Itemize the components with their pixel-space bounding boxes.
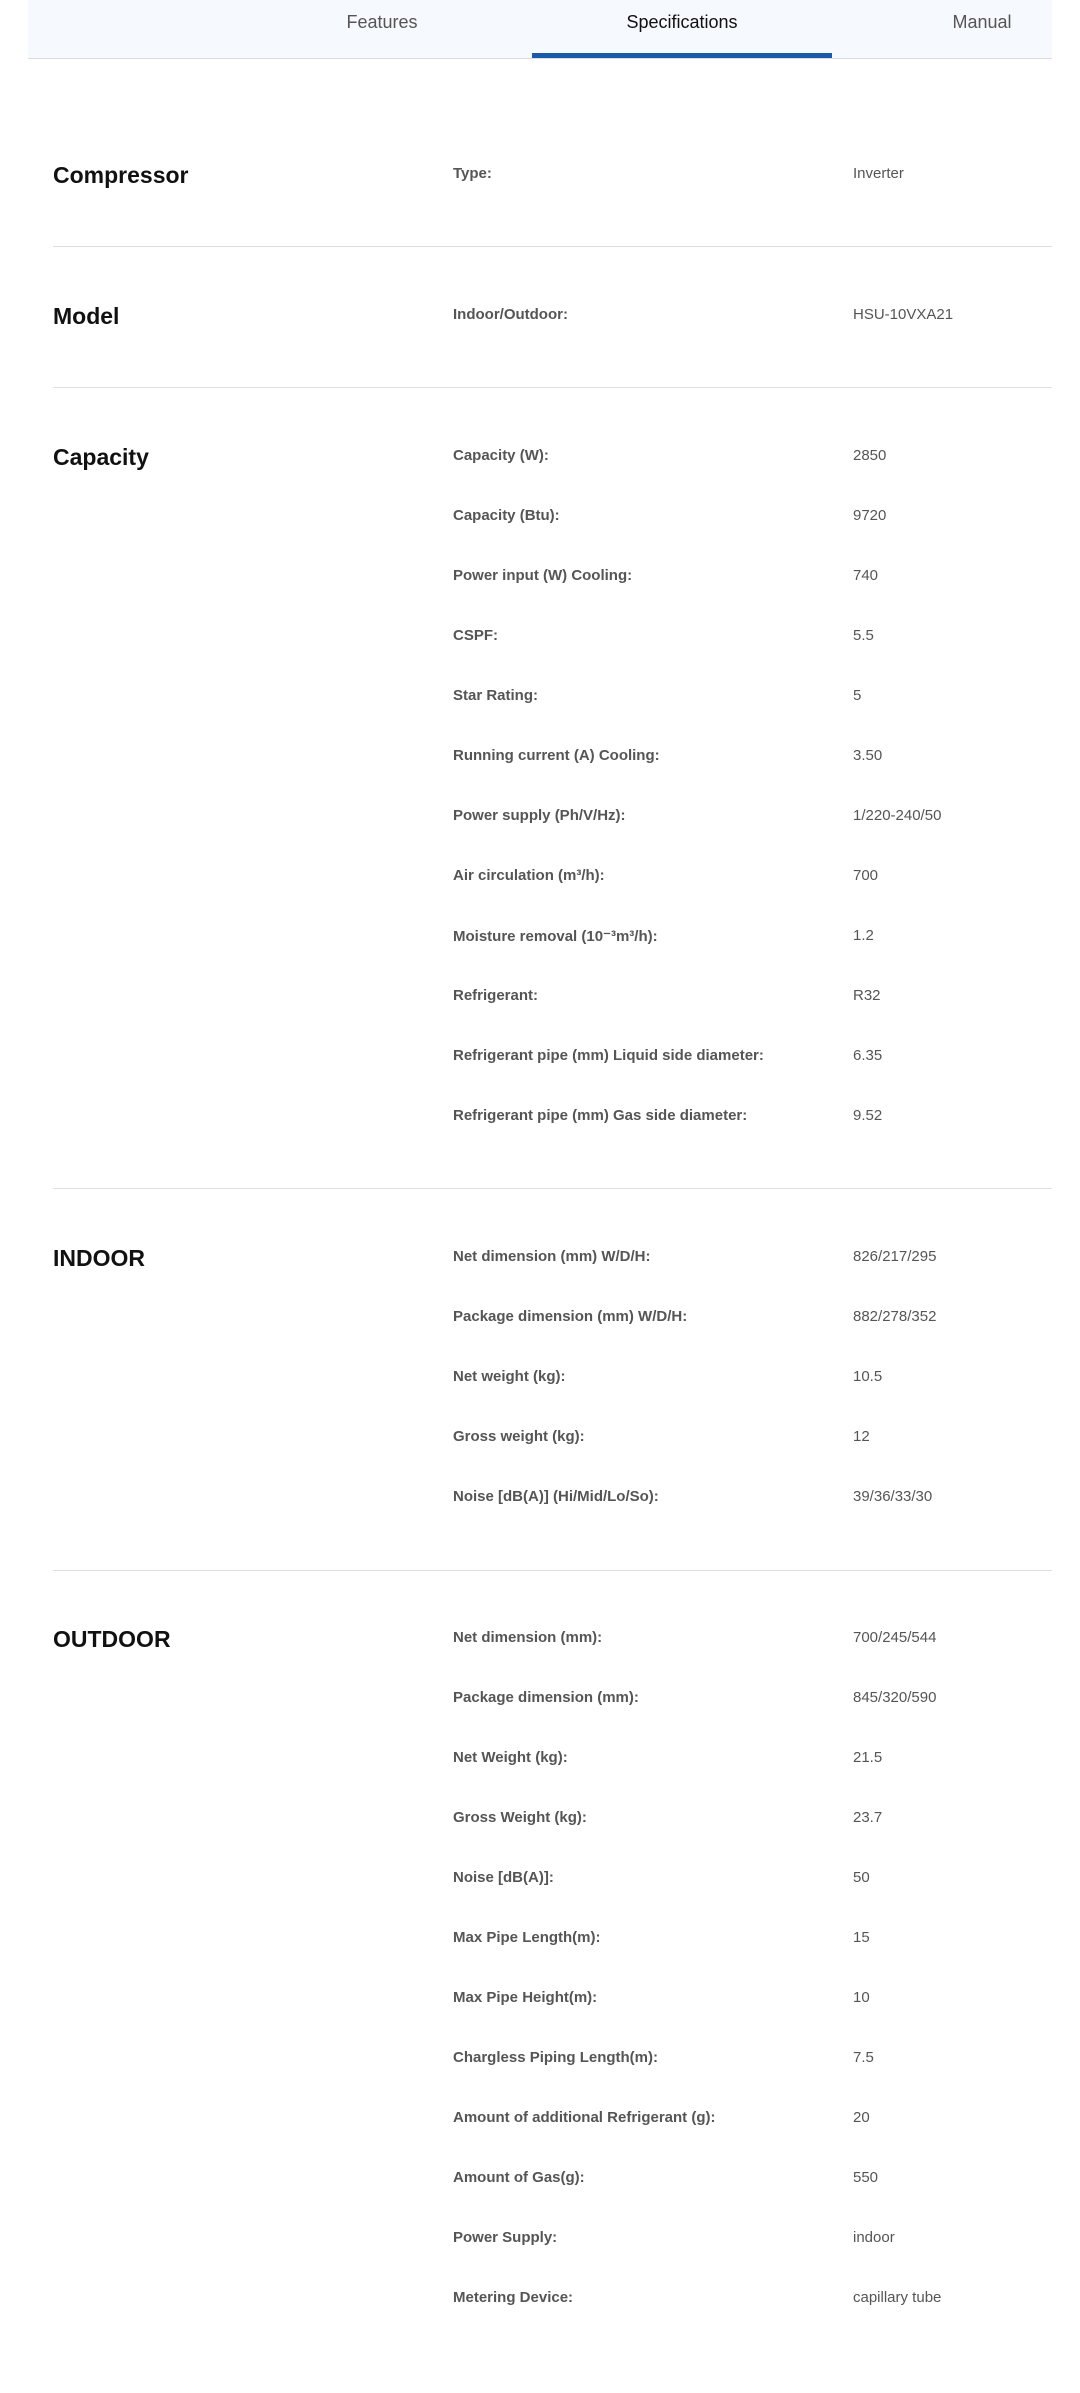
spec-label: Type: xyxy=(453,165,492,182)
spec-value: 23.7 xyxy=(853,1809,883,1826)
spec-label: Max Pipe Length(m): xyxy=(453,1929,601,1946)
spec-label: Capacity (W): xyxy=(453,447,549,464)
spec-row xyxy=(53,2289,1052,2313)
spec-value: HSU-10VXA21 xyxy=(853,306,954,323)
spec-row xyxy=(53,2049,1052,2073)
spec-row xyxy=(53,1989,1052,2013)
spec-row xyxy=(53,867,1052,891)
spec-label: Running current (A) Cooling: xyxy=(453,747,660,764)
spec-value: 50 xyxy=(853,1869,870,1886)
spec-label: Capacity (Btu): xyxy=(453,507,560,524)
spec-label: Package dimension (mm) W/D/H: xyxy=(453,1308,688,1325)
spec-row xyxy=(53,567,1052,591)
section-divider xyxy=(53,1188,1052,1189)
spec-value: 6.35 xyxy=(853,1047,883,1064)
spec-value: 21.5 xyxy=(853,1749,883,1766)
spec-row xyxy=(53,1869,1052,1893)
spec-row xyxy=(53,927,1052,951)
spec-label: Indoor/Outdoor: xyxy=(453,306,568,323)
spec-label: Net dimension (mm) W/D/H: xyxy=(453,1248,651,1265)
spec-value: 882/278/352 xyxy=(853,1308,937,1325)
spec-row xyxy=(53,1689,1052,1713)
spec-value: 1/220-240/50 xyxy=(853,807,942,824)
spec-value: 3.50 xyxy=(853,747,883,764)
spec-value: 2850 xyxy=(853,447,887,464)
spec-value: 15 xyxy=(853,1929,870,1946)
spec-row xyxy=(53,1809,1052,1833)
spec-row xyxy=(53,747,1052,771)
spec-value: 20 xyxy=(853,2109,870,2126)
spec-value: 12 xyxy=(853,1428,870,1445)
spec-value: 9.52 xyxy=(853,1107,883,1124)
spec-row xyxy=(53,687,1052,711)
spec-value: 700/245/544 xyxy=(853,1629,937,1646)
spec-label: Air circulation (m³/h): xyxy=(453,867,605,884)
spec-row xyxy=(53,807,1052,831)
spec-row xyxy=(53,1308,1052,1332)
section-divider xyxy=(53,387,1052,388)
tab-bar xyxy=(28,0,1052,59)
spec-label: Moisture removal (10⁻³m³/h): xyxy=(453,928,658,945)
spec-row xyxy=(53,1749,1052,1773)
spec-value: 740 xyxy=(853,567,879,584)
spec-row xyxy=(53,987,1052,1011)
active-tab-indicator xyxy=(532,53,832,58)
spec-value: 5 xyxy=(853,687,862,704)
spec-row xyxy=(53,1107,1052,1131)
section-title: Capacity xyxy=(53,444,149,470)
spec-label: Star Rating: xyxy=(453,687,539,704)
spec-row xyxy=(53,2229,1052,2253)
spec-label: Power supply (Ph/V/Hz): xyxy=(453,807,626,824)
spec-label: Refrigerant pipe (mm) Liquid side diameter: xyxy=(453,1047,764,1064)
spec-label: Net Weight (kg): xyxy=(453,1749,568,1766)
spec-row xyxy=(53,627,1052,651)
spec-row xyxy=(53,165,1052,189)
spec-value: 1.2 xyxy=(853,927,874,944)
spec-label: Metering Device: xyxy=(453,2289,574,2306)
spec-row xyxy=(53,2109,1052,2133)
spec-row xyxy=(53,2169,1052,2193)
spec-label: Net dimension (mm): xyxy=(453,1629,603,1646)
spec-row xyxy=(53,1428,1052,1452)
spec-value: 10.5 xyxy=(853,1368,883,1385)
spec-row xyxy=(53,306,1052,330)
spec-value: 826/217/295 xyxy=(853,1248,937,1265)
tab-features[interactable]: Features xyxy=(346,12,418,32)
spec-label: Chargless Piping Length(m): xyxy=(453,2049,659,2066)
section-divider xyxy=(53,1570,1052,1571)
spec-value: 39/36/33/30 xyxy=(853,1488,933,1505)
spec-label: CSPF: xyxy=(453,627,498,644)
spec-label: Noise [dB(A)]: xyxy=(453,1869,554,1886)
spec-label: Amount of additional Refrigerant (g): xyxy=(453,2109,716,2126)
spec-value: 845/320/590 xyxy=(853,1689,937,1706)
spec-row xyxy=(53,1368,1052,1392)
section-divider xyxy=(53,246,1052,247)
tab-manual[interactable]: Manual xyxy=(952,12,1012,32)
spec-label: Gross Weight (kg): xyxy=(453,1809,587,1826)
section-title: OUTDOOR xyxy=(53,1626,171,1652)
spec-row xyxy=(53,507,1052,531)
spec-value: 9720 xyxy=(853,507,887,524)
spec-row xyxy=(53,1488,1052,1512)
spec-value: 700 xyxy=(853,867,879,884)
spec-label: Refrigerant: xyxy=(453,987,539,1004)
section-title: Compressor xyxy=(53,162,189,188)
spec-value: indoor xyxy=(853,2229,895,2246)
spec-value: capillary tube xyxy=(853,2289,942,2306)
spec-label: Power Supply: xyxy=(453,2229,558,2246)
spec-label: Power input (W) Cooling: xyxy=(453,567,633,584)
spec-label: Package dimension (mm): xyxy=(453,1689,639,1706)
spec-value: 10 xyxy=(853,1989,870,2006)
tab-specifications[interactable]: Specifications xyxy=(626,12,738,32)
spec-value: R32 xyxy=(853,987,881,1004)
spec-value: 7.5 xyxy=(853,2049,874,2066)
spec-label: Refrigerant pipe (mm) Gas side diameter: xyxy=(453,1107,748,1124)
spec-label: Net weight (kg): xyxy=(453,1368,566,1385)
spec-row xyxy=(53,1047,1052,1071)
spec-value: 5.5 xyxy=(853,627,874,644)
spec-label: Noise [dB(A)] (Hi/Mid/Lo/So): xyxy=(453,1488,659,1505)
spec-row xyxy=(53,1248,1052,1272)
spec-label: Max Pipe Height(m): xyxy=(453,1989,598,2006)
spec-label: Gross weight (kg): xyxy=(453,1428,585,1445)
spec-label: Amount of Gas(g): xyxy=(453,2169,585,2186)
section-title: Model xyxy=(53,303,120,329)
spec-value: Inverter xyxy=(853,165,904,182)
spec-row xyxy=(53,1629,1052,1653)
spec-value: 550 xyxy=(853,2169,879,2186)
spec-row xyxy=(53,447,1052,471)
spec-row xyxy=(53,1929,1052,1953)
section-title: INDOOR xyxy=(53,1245,145,1271)
